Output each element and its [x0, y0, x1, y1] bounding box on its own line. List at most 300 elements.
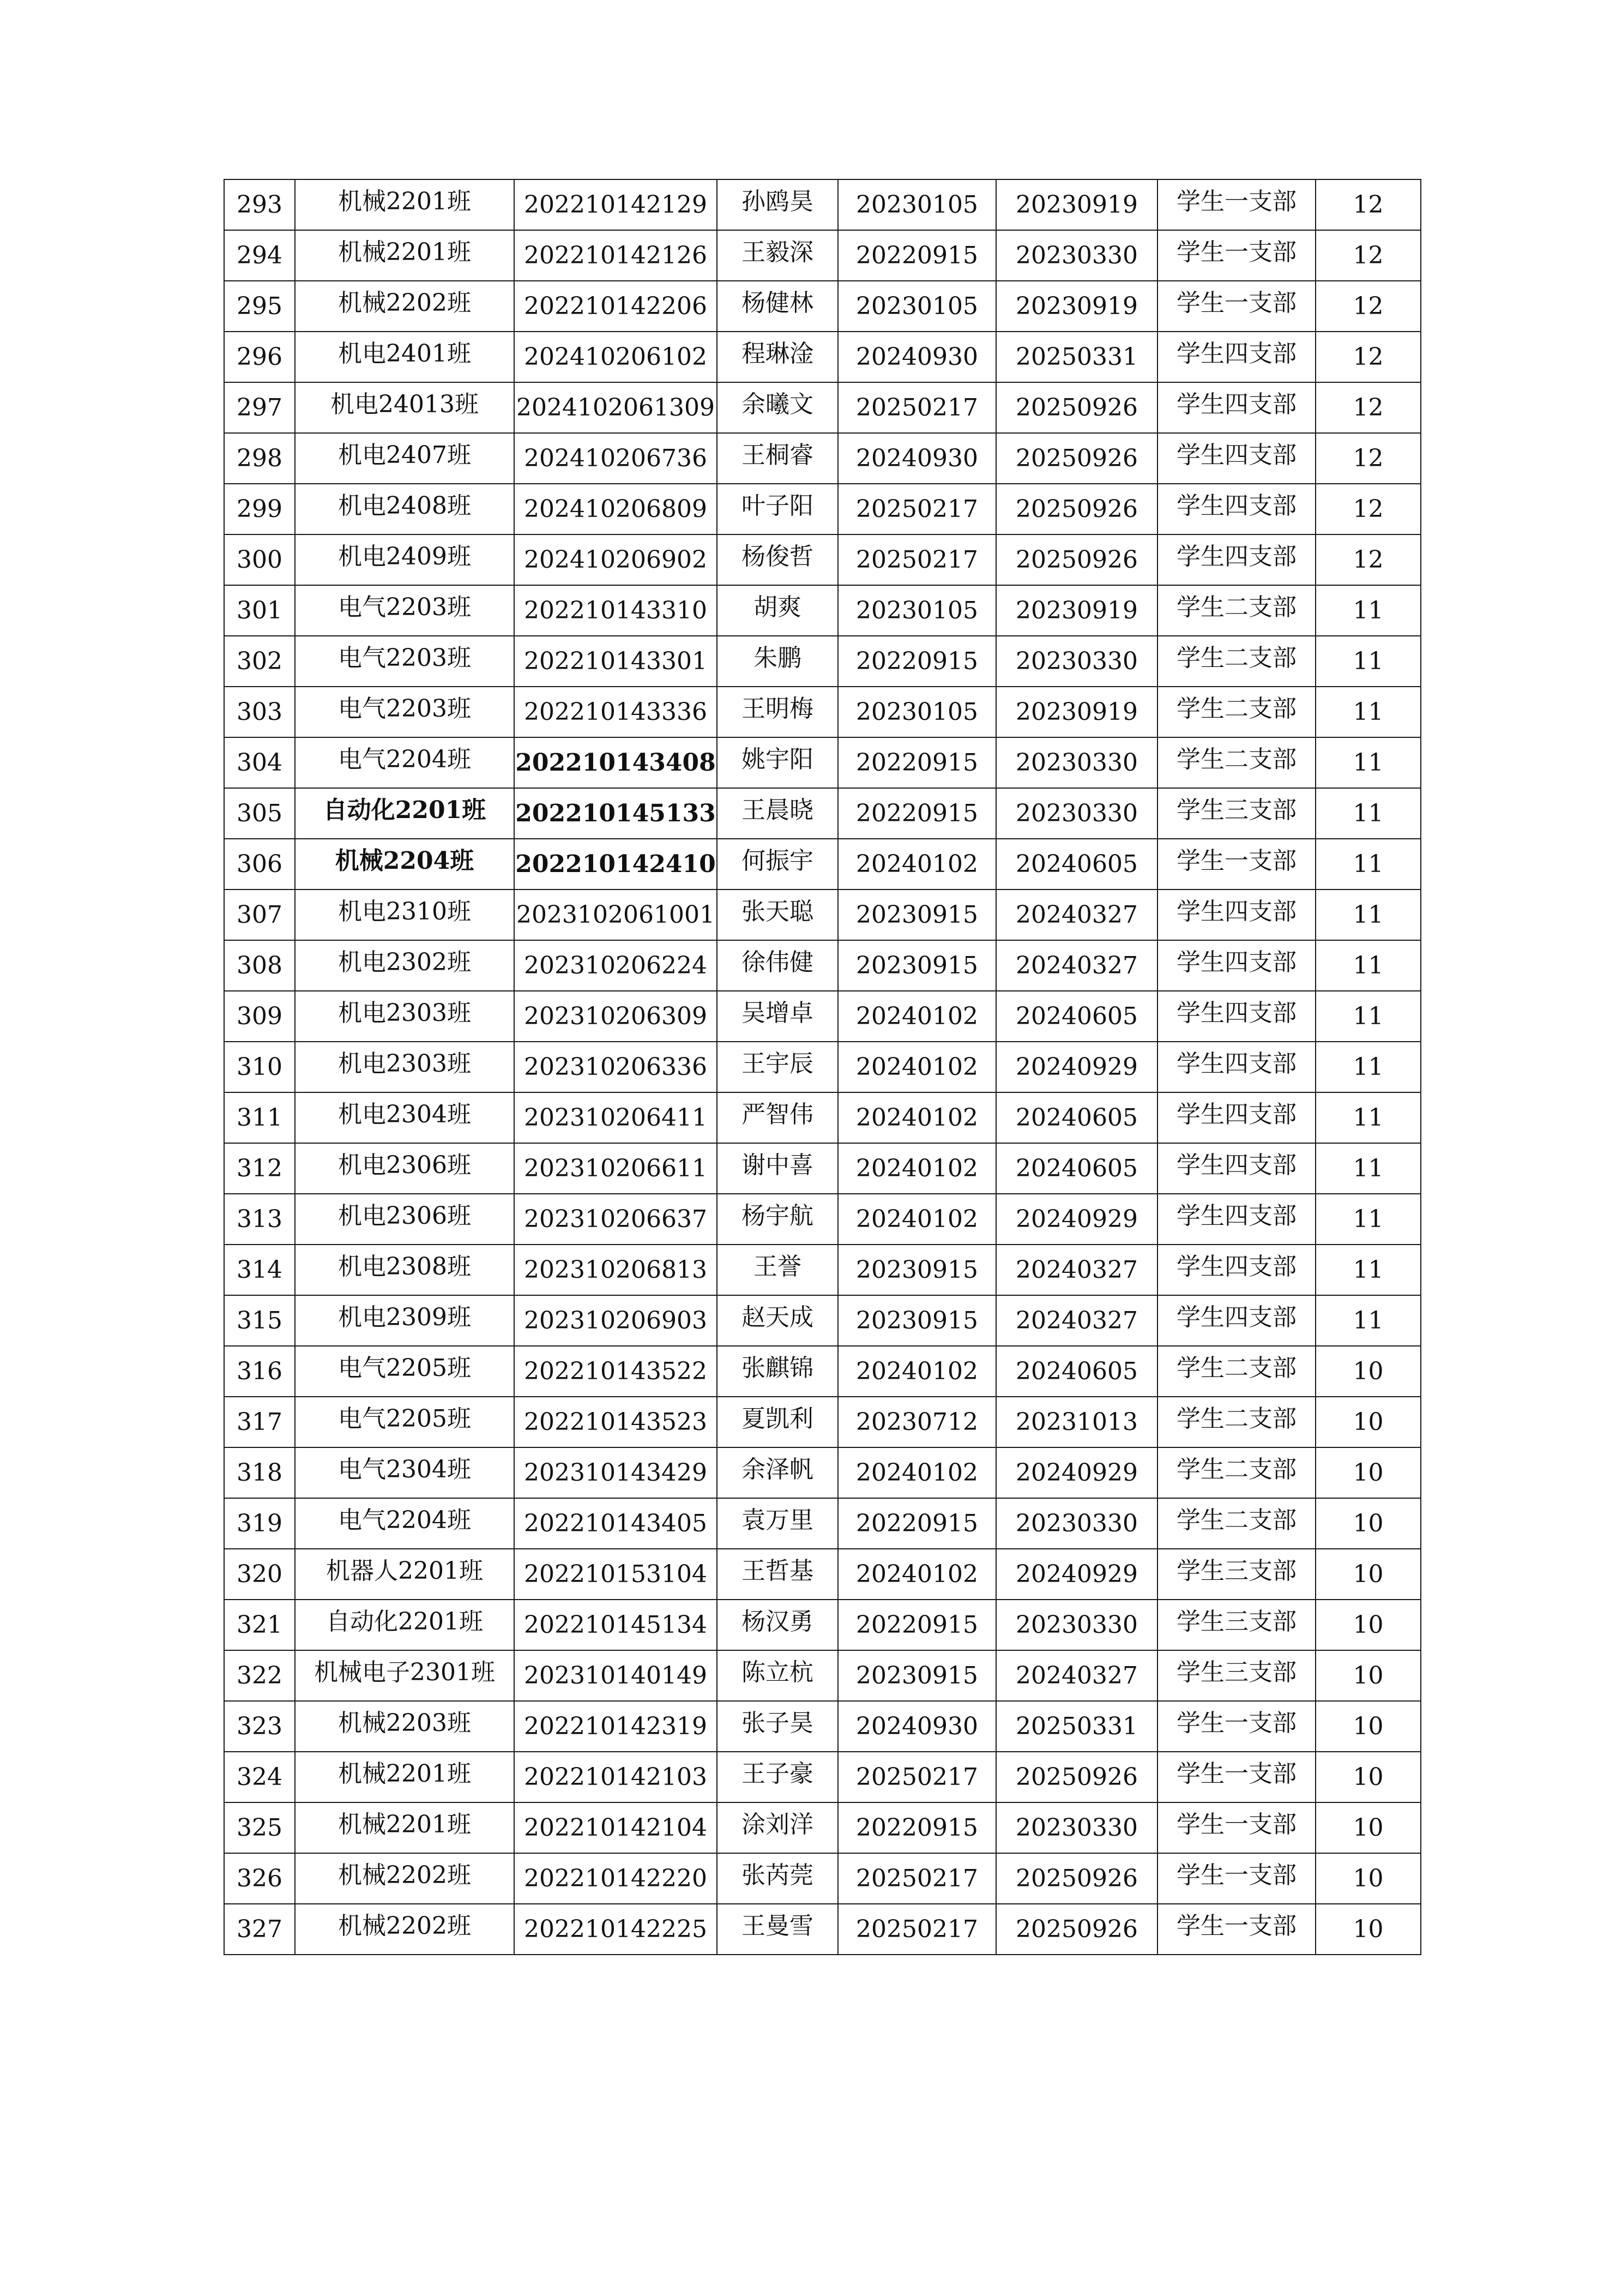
row-number-cell: 320 [224, 1549, 295, 1600]
score-cell: 12 [1316, 382, 1421, 433]
student-name-cell: 王曼雪 [717, 1901, 838, 1951]
score-cell: 11 [1316, 1245, 1421, 1295]
student-name-cell: 王子豪 [717, 1748, 838, 1799]
student-name-cell: 王晨晓 [717, 785, 838, 836]
table-row [224, 484, 1421, 534]
branch-cell: 学生三支部 [1157, 1596, 1316, 1647]
class-name-cell: 机电2310班 [295, 886, 514, 937]
row-number-cell: 319 [224, 1498, 295, 1549]
table-row [224, 1650, 1421, 1701]
start-date-cell: 20240930 [838, 332, 996, 382]
branch-cell: 学生一支部 [1157, 1901, 1316, 1951]
score-cell: 10 [1316, 1498, 1421, 1549]
table-row [224, 1245, 1421, 1295]
student-id-cell: 202210143336 [514, 687, 717, 737]
class-name-cell: 电气2304班 [295, 1444, 514, 1495]
table-row [224, 230, 1421, 281]
branch-cell: 学生三支部 [1157, 1647, 1316, 1698]
table-row [224, 1752, 1421, 1802]
student-id-cell: 202210142206 [514, 281, 717, 332]
student-name-cell: 杨俊哲 [717, 531, 838, 582]
student-id-cell: 2024102061309 [514, 382, 717, 433]
end-date-cell: 20230330 [996, 737, 1157, 788]
class-name-cell: 机电2408班 [295, 480, 514, 531]
student-id-cell: 202310206411 [514, 1092, 717, 1143]
table-row [224, 1447, 1421, 1498]
student-name-cell: 姚宇阳 [717, 734, 838, 785]
end-date-cell: 20240327 [996, 940, 1157, 991]
row-number-cell: 327 [224, 1904, 295, 1955]
start-date-cell: 20230712 [838, 1397, 996, 1447]
branch-cell: 学生一支部 [1157, 278, 1316, 328]
row-number-cell: 295 [224, 281, 295, 332]
branch-cell: 学生四支部 [1157, 1089, 1316, 1140]
branch-cell: 学生四支部 [1157, 531, 1316, 582]
end-date-cell: 20240327 [996, 1650, 1157, 1701]
row-number-cell: 304 [224, 737, 295, 788]
student-name-cell: 余泽帆 [717, 1444, 838, 1495]
branch-cell: 学生二支部 [1157, 1495, 1316, 1546]
student-id-cell: 2023102061001 [514, 889, 717, 940]
table-row [224, 1397, 1421, 1447]
start-date-cell: 20220915 [838, 230, 996, 281]
score-cell: 12 [1316, 433, 1421, 484]
student-id-cell: 202310206637 [514, 1194, 717, 1245]
student-id-cell: 202210142225 [514, 1904, 717, 1955]
end-date-cell: 20240605 [996, 839, 1157, 889]
table-row [224, 1498, 1421, 1549]
student-name-cell: 吴增卓 [717, 988, 838, 1038]
table-row [224, 281, 1421, 332]
student-name-cell: 袁万里 [717, 1495, 838, 1546]
score-cell: 10 [1316, 1600, 1421, 1650]
branch-cell: 学生一支部 [1157, 227, 1316, 278]
end-date-cell: 20240929 [996, 1549, 1157, 1600]
table-row [224, 1853, 1421, 1904]
row-number-cell: 322 [224, 1650, 295, 1701]
student-name-cell: 张芮莞 [717, 1850, 838, 1901]
end-date-cell: 20250926 [996, 534, 1157, 585]
start-date-cell: 20230105 [838, 179, 996, 230]
class-name-cell: 机电2409班 [295, 531, 514, 582]
table-row [224, 1549, 1421, 1600]
end-date-cell: 20240327 [996, 1295, 1157, 1346]
student-name-cell: 叶子阳 [717, 480, 838, 531]
table-row [224, 1042, 1421, 1092]
score-cell: 11 [1316, 839, 1421, 889]
row-number-cell: 300 [224, 534, 295, 585]
class-name-cell: 机械2202班 [295, 278, 514, 328]
row-number-cell: 299 [224, 484, 295, 534]
score-cell: 11 [1316, 889, 1421, 940]
table-row [224, 585, 1421, 636]
row-number-cell: 293 [224, 179, 295, 230]
class-name-cell: 电气2203班 [295, 683, 514, 734]
end-date-cell: 20250926 [996, 1853, 1157, 1904]
row-number-cell: 309 [224, 991, 295, 1042]
end-date-cell: 20230330 [996, 636, 1157, 687]
start-date-cell: 20250217 [838, 484, 996, 534]
table-row [224, 1143, 1421, 1194]
student-id-cell: 202210145134 [514, 1600, 717, 1650]
class-name-cell: 机械电子2301班 [295, 1647, 514, 1698]
score-cell: 10 [1316, 1447, 1421, 1498]
class-name-cell: 自动化2201班 [295, 785, 514, 836]
score-cell: 11 [1316, 585, 1421, 636]
end-date-cell: 20240327 [996, 1245, 1157, 1295]
score-cell: 11 [1316, 1143, 1421, 1194]
branch-cell: 学生二支部 [1157, 633, 1316, 683]
score-cell: 11 [1316, 1295, 1421, 1346]
start-date-cell: 20240102 [838, 1092, 996, 1143]
branch-cell: 学生一支部 [1157, 1850, 1316, 1901]
table-row [224, 534, 1421, 585]
start-date-cell: 20240102 [838, 1447, 996, 1498]
branch-cell: 学生四支部 [1157, 1140, 1316, 1191]
student-id-cell: 202210143405 [514, 1498, 717, 1549]
start-date-cell: 20230915 [838, 889, 996, 940]
student-id-cell: 202410206102 [514, 332, 717, 382]
start-date-cell: 20220915 [838, 737, 996, 788]
start-date-cell: 20220915 [838, 1802, 996, 1853]
class-name-cell: 机械2201班 [295, 176, 514, 227]
class-name-cell: 机电2304班 [295, 1089, 514, 1140]
score-cell: 10 [1316, 1650, 1421, 1701]
row-number-cell: 316 [224, 1346, 295, 1397]
table-row [224, 991, 1421, 1042]
score-cell: 11 [1316, 1194, 1421, 1245]
start-date-cell: 20230915 [838, 1295, 996, 1346]
end-date-cell: 20240605 [996, 1092, 1157, 1143]
row-number-cell: 312 [224, 1143, 295, 1194]
score-cell: 12 [1316, 332, 1421, 382]
table-row [224, 737, 1421, 788]
score-cell: 12 [1316, 230, 1421, 281]
student-id-cell: 202210142126 [514, 230, 717, 281]
class-name-cell: 机电2303班 [295, 988, 514, 1038]
student-name-cell: 余曦文 [717, 379, 838, 430]
student-name-cell: 张麒锦 [717, 1343, 838, 1393]
branch-cell: 学生四支部 [1157, 328, 1316, 379]
score-cell: 10 [1316, 1802, 1421, 1853]
row-number-cell: 313 [224, 1194, 295, 1245]
row-number-cell: 298 [224, 433, 295, 484]
class-name-cell: 机电2302班 [295, 937, 514, 988]
student-name-cell: 杨汉勇 [717, 1596, 838, 1647]
score-cell: 10 [1316, 1853, 1421, 1904]
start-date-cell: 20240102 [838, 1042, 996, 1092]
score-cell: 12 [1316, 281, 1421, 332]
class-name-cell: 机电2407班 [295, 430, 514, 480]
score-cell: 11 [1316, 737, 1421, 788]
score-cell: 10 [1316, 1346, 1421, 1397]
start-date-cell: 20240930 [838, 1701, 996, 1752]
row-number-cell: 323 [224, 1701, 295, 1752]
member-roster-table [224, 179, 1421, 1955]
student-id-cell: 202310140149 [514, 1650, 717, 1701]
end-date-cell: 20240929 [996, 1194, 1157, 1245]
class-name-cell: 机器人2201班 [295, 1546, 514, 1596]
class-name-cell: 自动化2201班 [295, 1596, 514, 1647]
start-date-cell: 20250217 [838, 1853, 996, 1904]
student-name-cell: 王毅深 [717, 227, 838, 278]
student-name-cell: 何振宇 [717, 836, 838, 886]
end-date-cell: 20250926 [996, 1752, 1157, 1802]
start-date-cell: 20240930 [838, 433, 996, 484]
start-date-cell: 20250217 [838, 1904, 996, 1955]
roster-body [224, 179, 1421, 1955]
student-id-cell: 202410206736 [514, 433, 717, 484]
student-id-cell: 202310206309 [514, 991, 717, 1042]
student-name-cell: 杨健林 [717, 278, 838, 328]
branch-cell: 学生二支部 [1157, 734, 1316, 785]
start-date-cell: 20240102 [838, 991, 996, 1042]
branch-cell: 学生一支部 [1157, 176, 1316, 227]
table-row [224, 1346, 1421, 1397]
student-name-cell: 张天聪 [717, 886, 838, 937]
end-date-cell: 20250926 [996, 1904, 1157, 1955]
row-number-cell: 317 [224, 1397, 295, 1447]
branch-cell: 学生四支部 [1157, 480, 1316, 531]
end-date-cell: 20240327 [996, 889, 1157, 940]
table-row [224, 1802, 1421, 1853]
row-number-cell: 303 [224, 687, 295, 737]
table-row [224, 1092, 1421, 1143]
student-id-cell: 202210145133 [514, 788, 717, 839]
student-id-cell: 202210142103 [514, 1752, 717, 1802]
table-row [224, 179, 1421, 230]
table-row [224, 889, 1421, 940]
score-cell: 10 [1316, 1549, 1421, 1600]
class-name-cell: 电气2203班 [295, 582, 514, 633]
branch-cell: 学生四支部 [1157, 1292, 1316, 1343]
student-name-cell: 夏凯利 [717, 1393, 838, 1444]
score-cell: 11 [1316, 636, 1421, 687]
table-row [224, 940, 1421, 991]
row-number-cell: 306 [224, 839, 295, 889]
class-name-cell: 机械2201班 [295, 1748, 514, 1799]
table-row [224, 839, 1421, 889]
start-date-cell: 20240102 [838, 1143, 996, 1194]
start-date-cell: 20240102 [838, 839, 996, 889]
branch-cell: 学生一支部 [1157, 1698, 1316, 1748]
student-name-cell: 徐伟健 [717, 937, 838, 988]
branch-cell: 学生四支部 [1157, 937, 1316, 988]
row-number-cell: 318 [224, 1447, 295, 1498]
score-cell: 10 [1316, 1904, 1421, 1955]
student-id-cell: 202310143429 [514, 1447, 717, 1498]
branch-cell: 学生二支部 [1157, 1444, 1316, 1495]
class-name-cell: 机电24013班 [295, 379, 514, 430]
score-cell: 12 [1316, 484, 1421, 534]
end-date-cell: 20250331 [996, 1701, 1157, 1752]
start-date-cell: 20230105 [838, 687, 996, 737]
student-id-cell: 202210143301 [514, 636, 717, 687]
student-name-cell: 王哲基 [717, 1546, 838, 1596]
table-row [224, 1701, 1421, 1752]
end-date-cell: 20250926 [996, 433, 1157, 484]
start-date-cell: 20240102 [838, 1549, 996, 1600]
student-id-cell: 202310206224 [514, 940, 717, 991]
score-cell: 10 [1316, 1701, 1421, 1752]
student-name-cell: 严智伟 [717, 1089, 838, 1140]
table-row [224, 788, 1421, 839]
class-name-cell: 机械2202班 [295, 1850, 514, 1901]
start-date-cell: 20220915 [838, 1600, 996, 1650]
student-id-cell: 202310206813 [514, 1245, 717, 1295]
score-cell: 11 [1316, 940, 1421, 991]
branch-cell: 学生四支部 [1157, 430, 1316, 480]
class-name-cell: 机械2202班 [295, 1901, 514, 1951]
end-date-cell: 20230330 [996, 1802, 1157, 1853]
class-name-cell: 电气2204班 [295, 1495, 514, 1546]
student-name-cell: 杨宇航 [717, 1191, 838, 1241]
student-name-cell: 陈立杭 [717, 1647, 838, 1698]
row-number-cell: 294 [224, 230, 295, 281]
student-id-cell: 202210142129 [514, 179, 717, 230]
table-row [224, 433, 1421, 484]
start-date-cell: 20230105 [838, 281, 996, 332]
branch-cell: 学生二支部 [1157, 683, 1316, 734]
row-number-cell: 326 [224, 1853, 295, 1904]
row-number-cell: 296 [224, 332, 295, 382]
start-date-cell: 20230915 [838, 940, 996, 991]
score-cell: 11 [1316, 1042, 1421, 1092]
branch-cell: 学生四支部 [1157, 1191, 1316, 1241]
score-cell: 10 [1316, 1397, 1421, 1447]
student-id-cell: 202410206902 [514, 534, 717, 585]
class-name-cell: 电气2203班 [295, 633, 514, 683]
class-name-cell: 机电2306班 [295, 1140, 514, 1191]
start-date-cell: 20230915 [838, 1245, 996, 1295]
start-date-cell: 20230915 [838, 1650, 996, 1701]
end-date-cell: 20250331 [996, 332, 1157, 382]
row-number-cell: 302 [224, 636, 295, 687]
student-name-cell: 张子昊 [717, 1698, 838, 1748]
table-row [224, 382, 1421, 433]
table-row [224, 1904, 1421, 1955]
start-date-cell: 20240102 [838, 1194, 996, 1245]
student-id-cell: 202210142410 [514, 839, 717, 889]
table-row [224, 1295, 1421, 1346]
student-name-cell: 王誉 [717, 1241, 838, 1292]
class-name-cell: 机电2308班 [295, 1241, 514, 1292]
student-name-cell: 朱鹏 [717, 633, 838, 683]
score-cell: 11 [1316, 687, 1421, 737]
row-number-cell: 307 [224, 889, 295, 940]
student-id-cell: 202210143310 [514, 585, 717, 636]
student-name-cell: 王明梅 [717, 683, 838, 734]
end-date-cell: 20240929 [996, 1447, 1157, 1498]
end-date-cell: 20230919 [996, 179, 1157, 230]
row-number-cell: 321 [224, 1600, 295, 1650]
branch-cell: 学生四支部 [1157, 379, 1316, 430]
student-id-cell: 202310206336 [514, 1042, 717, 1092]
end-date-cell: 20230330 [996, 1600, 1157, 1650]
end-date-cell: 20230919 [996, 687, 1157, 737]
row-number-cell: 314 [224, 1245, 295, 1295]
end-date-cell: 20240605 [996, 991, 1157, 1042]
student-id-cell: 202210142220 [514, 1853, 717, 1904]
class-name-cell: 机械2201班 [295, 227, 514, 278]
class-name-cell: 机电2401班 [295, 328, 514, 379]
row-number-cell: 324 [224, 1752, 295, 1802]
end-date-cell: 20230919 [996, 585, 1157, 636]
start-date-cell: 20250217 [838, 1752, 996, 1802]
student-id-cell: 202410206809 [514, 484, 717, 534]
student-name-cell: 孙鸥昊 [717, 176, 838, 227]
branch-cell: 学生四支部 [1157, 1241, 1316, 1292]
table-row [224, 1600, 1421, 1650]
branch-cell: 学生一支部 [1157, 836, 1316, 886]
end-date-cell: 20231013 [996, 1397, 1157, 1447]
class-name-cell: 电气2205班 [295, 1343, 514, 1393]
score-cell: 12 [1316, 534, 1421, 585]
row-number-cell: 315 [224, 1295, 295, 1346]
student-id-cell: 202210143523 [514, 1397, 717, 1447]
end-date-cell: 20240605 [996, 1143, 1157, 1194]
start-date-cell: 20250217 [838, 382, 996, 433]
class-name-cell: 机电2306班 [295, 1191, 514, 1241]
end-date-cell: 20230330 [996, 788, 1157, 839]
branch-cell: 学生四支部 [1157, 1038, 1316, 1089]
row-number-cell: 301 [224, 585, 295, 636]
end-date-cell: 20250926 [996, 484, 1157, 534]
end-date-cell: 20230919 [996, 281, 1157, 332]
score-cell: 11 [1316, 991, 1421, 1042]
branch-cell: 学生二支部 [1157, 1343, 1316, 1393]
row-number-cell: 308 [224, 940, 295, 991]
end-date-cell: 20240605 [996, 1346, 1157, 1397]
end-date-cell: 20240929 [996, 1042, 1157, 1092]
start-date-cell: 20220915 [838, 636, 996, 687]
table-row [224, 687, 1421, 737]
end-date-cell: 20230330 [996, 1498, 1157, 1549]
branch-cell: 学生一支部 [1157, 1748, 1316, 1799]
student-id-cell: 202310206903 [514, 1295, 717, 1346]
student-name-cell: 谢中喜 [717, 1140, 838, 1191]
branch-cell: 学生三支部 [1157, 785, 1316, 836]
branch-cell: 学生四支部 [1157, 886, 1316, 937]
class-name-cell: 机电2303班 [295, 1038, 514, 1089]
start-date-cell: 20250217 [838, 534, 996, 585]
student-name-cell: 程琳淦 [717, 328, 838, 379]
class-name-cell: 电气2205班 [295, 1393, 514, 1444]
class-name-cell: 机械2201班 [295, 1799, 514, 1850]
row-number-cell: 310 [224, 1042, 295, 1092]
end-date-cell: 20230330 [996, 230, 1157, 281]
score-cell: 11 [1316, 1092, 1421, 1143]
student-id-cell: 202310206611 [514, 1143, 717, 1194]
score-cell: 12 [1316, 179, 1421, 230]
branch-cell: 学生二支部 [1157, 1393, 1316, 1444]
class-name-cell: 机电2309班 [295, 1292, 514, 1343]
branch-cell: 学生三支部 [1157, 1546, 1316, 1596]
student-id-cell: 202210143408 [514, 737, 717, 788]
class-name-cell: 机械2203班 [295, 1698, 514, 1748]
student-name-cell: 胡爽 [717, 582, 838, 633]
table-row [224, 636, 1421, 687]
start-date-cell: 20240102 [838, 1346, 996, 1397]
score-cell: 11 [1316, 788, 1421, 839]
student-id-cell: 202210142319 [514, 1701, 717, 1752]
branch-cell: 学生二支部 [1157, 582, 1316, 633]
student-name-cell: 涂刘洋 [717, 1799, 838, 1850]
score-cell: 10 [1316, 1752, 1421, 1802]
row-number-cell: 325 [224, 1802, 295, 1853]
table-row [224, 332, 1421, 382]
student-name-cell: 赵天成 [717, 1292, 838, 1343]
